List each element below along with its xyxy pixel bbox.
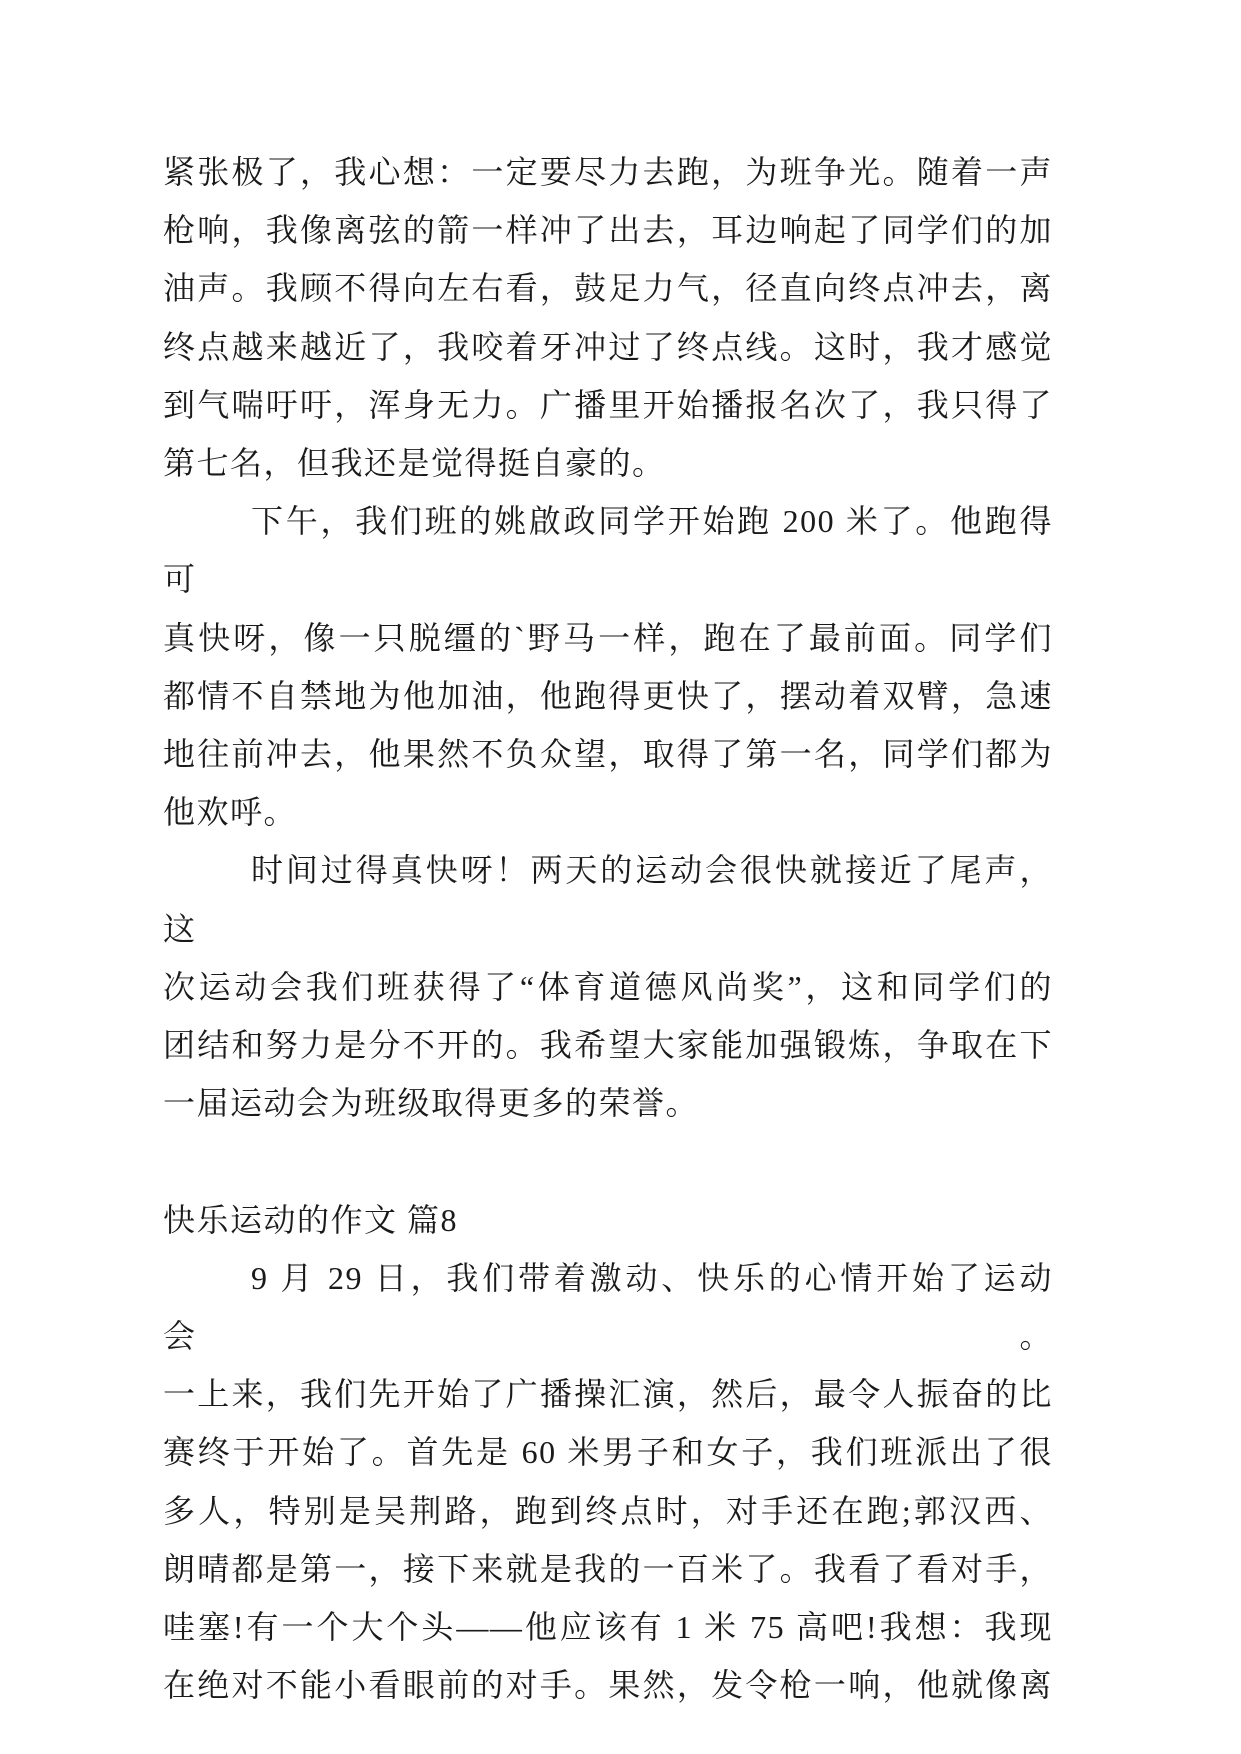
text-line: 9 月 29 日，我们带着激动、快乐的心情开始了运动会。 bbox=[163, 1259, 1053, 1355]
text-line: 下午，我们班的姚啟政同学开始跑 200 米了。他跑得可 bbox=[163, 503, 1053, 598]
text-line: 紧张极了，我心想：一定要尽力去跑，为班争光。随着一声 bbox=[163, 154, 1053, 190]
blank-line bbox=[163, 1132, 1053, 1190]
text-line: 赛终于开始了。首先是 60 米男子和女子，我们班派出了很 bbox=[163, 1434, 1053, 1471]
text-line: 在绝对不能小看眼前的对手。果然，发令枪一响，他就像离 bbox=[163, 1667, 1053, 1704]
text-line: 哇塞!有一个大个头——他应该有 1 米 75 高吧!我想：我现 bbox=[163, 1609, 1053, 1646]
text-line: 终点越来越近了，我咬着牙冲过了终点线。这时，我才感觉 bbox=[163, 328, 1053, 365]
text-line: 油声。我顾不得向左右看，鼓足力气，径直向终点冲去，离 bbox=[163, 270, 1053, 307]
document-body bbox=[163, 143, 1053, 1714]
text-line: 多人，特别是吴荆路，跑到终点时，对手还在跑;郭汉西、 bbox=[163, 1492, 1053, 1529]
text-line: 朗晴都是第一，接下来就是我的一百米了。我看了看对手， bbox=[163, 1550, 1053, 1587]
text-line: 第七名，但我还是觉得挺自豪的。 bbox=[163, 445, 666, 482]
text-line: 时间过得真快呀！两天的运动会很快就接近了尾声，这 bbox=[163, 852, 1053, 947]
text-line: 地往前冲去，他果然不负众望，取得了第一名，同学们都为 bbox=[163, 736, 1053, 773]
text-line: 到气喘吁吁，浑身无力。广播里开始播报名次了，我只得了 bbox=[163, 386, 1053, 423]
text-line: 真快呀，像一只脱缰的`野马一样，跑在了最前面。同学们 bbox=[163, 619, 1053, 656]
text-line: 次运动会我们班获得了“体育道德风尚奖”，这和同学们的 bbox=[163, 968, 1053, 1005]
section-heading: 快乐运动的作文 篇8 bbox=[163, 1201, 459, 1238]
text-line: 他欢呼。 bbox=[163, 794, 298, 831]
text-line: 团结和努力是分不开的。我希望大家能加强锻炼，争取在下 bbox=[163, 1027, 1053, 1064]
text-line: 都情不自禁地为他加油，他跑得更快了，摆动着双臂，急速 bbox=[163, 677, 1053, 714]
text-line: 一上来，我们先开始了广播操汇演，然后，最令人振奋的比 bbox=[163, 1376, 1053, 1413]
text-line: 一届运动会为班级取得更多的荣誉。 bbox=[163, 1085, 700, 1122]
text-line: 枪响，我像离弦的箭一样冲了出去，耳边响起了同学们的加 bbox=[163, 212, 1053, 249]
